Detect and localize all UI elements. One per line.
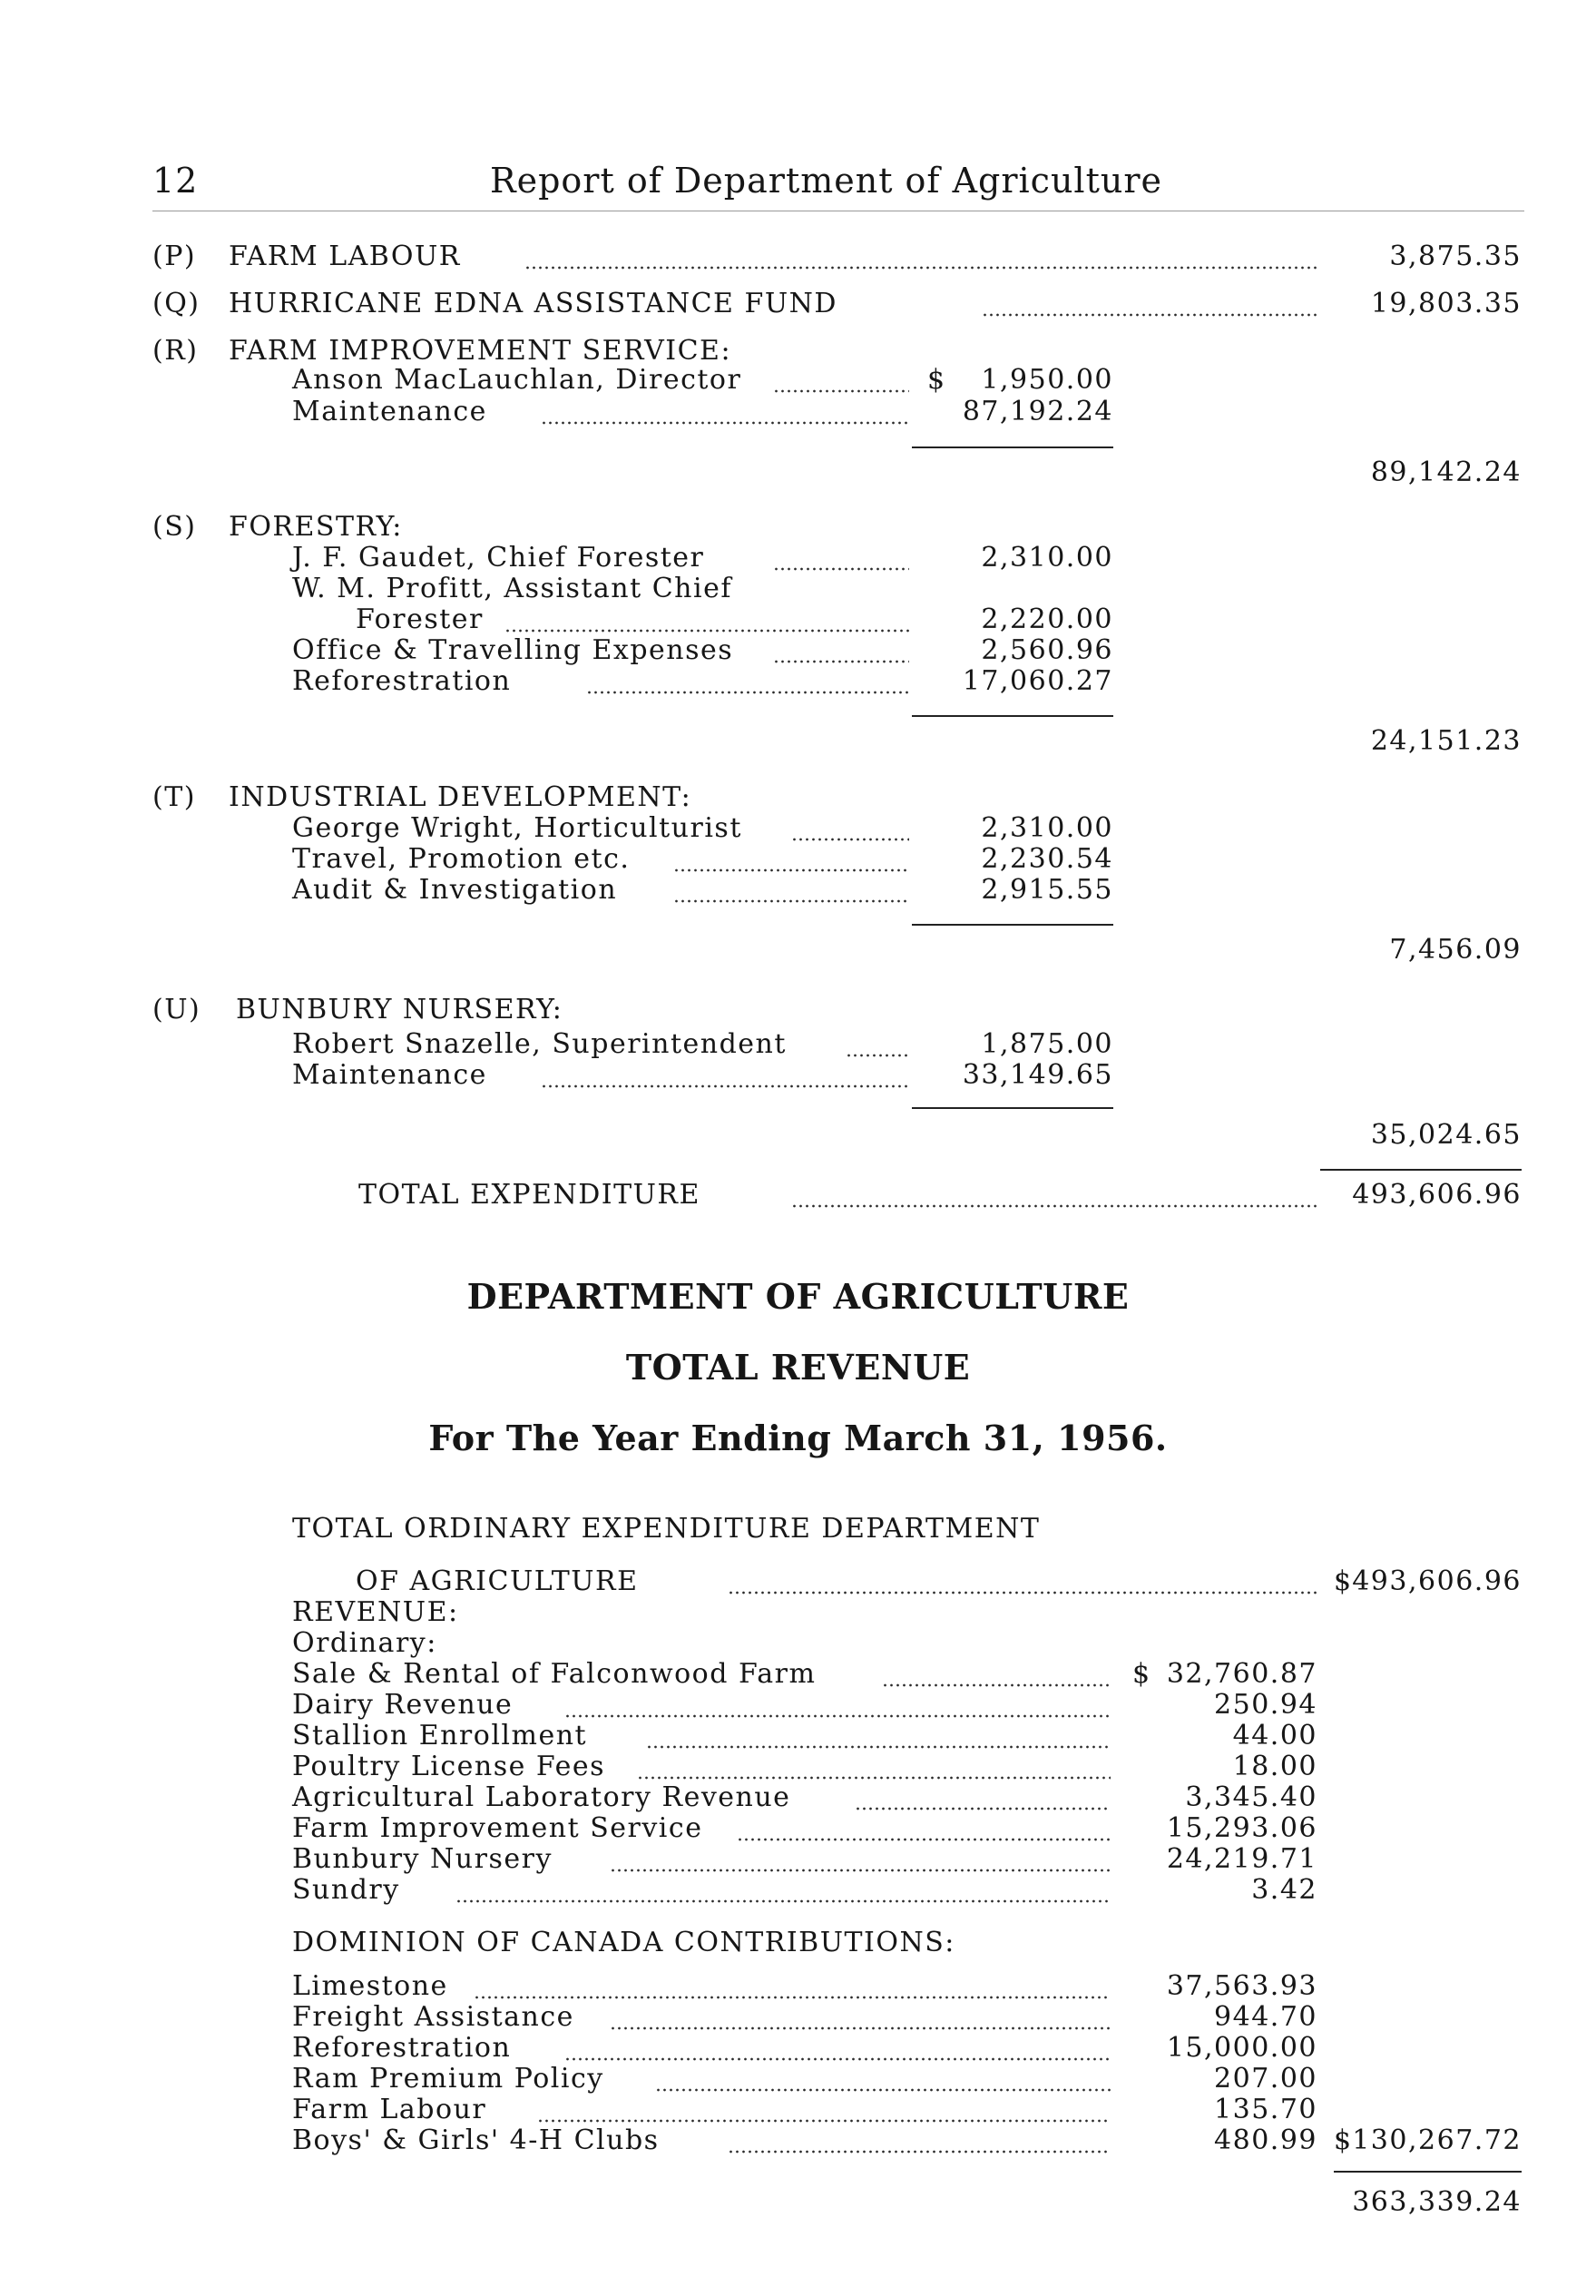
dot-leader	[541, 1084, 909, 1089]
dot-leader	[610, 2026, 1111, 2031]
dominion-item-amount: 944.70	[1214, 2001, 1317, 2033]
revenue-item-name: Farm Improvement Service	[292, 1812, 703, 1844]
dominion-item-amount: 135.70	[1214, 2094, 1317, 2125]
section-title-u: BUNBURY NURSERY:	[236, 994, 563, 1025]
revenue-item-name: Poultry License Fees	[292, 1751, 605, 1782]
section-title-p: FARM LABOUR	[229, 240, 461, 272]
line-item-amount: 2,915.55	[981, 874, 1113, 906]
page-header-title: Report of Department of Agriculture	[490, 161, 1162, 201]
dominion-item-name: Reforestration	[292, 2032, 512, 2064]
line-item-name: W. M. Profitt, Assistant Chief	[292, 573, 732, 604]
dot-leader	[882, 1683, 1111, 1688]
line-item-name: Reforestration	[292, 665, 512, 697]
line-item-amount: 2,310.00	[981, 542, 1113, 574]
ordinary-label: Ordinary:	[292, 1627, 437, 1659]
line-item-amount: 33,149.65	[962, 1059, 1113, 1091]
line-item-name-continued: Forester	[356, 603, 484, 635]
dominion-item-name: Boys' & Girls' 4-H Clubs	[292, 2124, 660, 2156]
section-label-q: (Q)	[152, 288, 201, 319]
subtotal-rule	[912, 715, 1113, 717]
section-label-t: (T)	[152, 781, 196, 813]
line-item-name: Maintenance	[292, 1059, 487, 1091]
currency-sign: $	[1334, 1565, 1353, 1597]
line-item-amount: 1,875.00	[981, 1028, 1113, 1060]
dot-leader	[728, 1590, 1319, 1595]
subtotal-rule	[912, 1107, 1113, 1109]
total-expenditure-amount: 493,606.96	[1352, 1179, 1522, 1211]
dot-leader	[586, 690, 909, 695]
ordinary-expenditure-amount: 493,606.96	[1352, 1565, 1522, 1597]
revenue-item-amount: 32,760.87	[1166, 1658, 1317, 1690]
section-total-p: 3,875.35	[1389, 240, 1522, 272]
line-item-amount: 1,950.00	[981, 364, 1113, 396]
section-label-s: (S)	[152, 511, 197, 543]
currency-sign: $	[927, 364, 946, 396]
section-title-t: INDUSTRIAL DEVELOPMENT:	[229, 781, 692, 813]
dot-leader	[646, 1744, 1111, 1750]
dot-leader	[737, 1837, 1111, 1842]
revenue-item-amount: 15,293.06	[1166, 1812, 1317, 1844]
page-number: 12	[152, 161, 199, 201]
dot-leader	[773, 566, 909, 572]
subtotal-rule	[912, 446, 1113, 448]
revenue-item-amount: 24,219.71	[1166, 1843, 1317, 1875]
dot-leader	[564, 1713, 1111, 1719]
line-item-amount: 2,220.00	[981, 603, 1113, 635]
dot-leader	[728, 2149, 1111, 2154]
dot-leader	[474, 1995, 1111, 2000]
dot-leader	[637, 1775, 1111, 1781]
dominion-item-name: Limestone	[292, 1970, 448, 2002]
section-total-r: 89,142.24	[1370, 456, 1522, 488]
section-total-u: 35,024.65	[1370, 1119, 1522, 1151]
dominion-item-name: Freight Assistance	[292, 2001, 574, 2033]
dot-leader	[855, 1806, 1111, 1811]
line-item-name: Audit & Investigation	[292, 874, 618, 906]
section-label-r: (R)	[152, 335, 199, 367]
line-item-name: Office & Travelling Expenses	[292, 634, 734, 666]
line-item-amount: 17,060.27	[962, 665, 1113, 697]
section-title-r: FARM IMPROVEMENT SERVICE:	[229, 335, 732, 367]
heading-total-revenue: TOTAL REVENUE	[625, 1347, 971, 1388]
subtotal-rule	[912, 924, 1113, 926]
revenue-item-amount: 3.42	[1251, 1874, 1317, 1906]
dot-leader	[655, 2087, 1111, 2093]
revenue-item-amount: 18.00	[1232, 1751, 1317, 1782]
line-item-name: J. F. Gaudet, Chief Forester	[292, 542, 705, 574]
ordinary-expenditure-line2: OF AGRICULTURE	[356, 1565, 639, 1597]
heading-year-ending: For The Year Ending March 31, 1956.	[428, 1418, 1168, 1458]
section-label-u: (U)	[152, 994, 201, 1025]
dot-leader	[541, 420, 909, 426]
dot-leader	[673, 898, 909, 904]
dominion-item-name: Ram Premium Policy	[292, 2063, 604, 2095]
dot-leader	[791, 837, 909, 842]
section-title-s: FORESTRY:	[229, 511, 403, 543]
dot-leader	[455, 1899, 1111, 1904]
dot-leader	[846, 1053, 909, 1058]
dot-leader	[610, 1868, 1111, 1873]
revenue-item-name: Bunbury Nursery	[292, 1843, 553, 1875]
line-item-amount: 87,192.24	[962, 396, 1113, 427]
revenue-item-name: Sale & Rental of Falconwood Farm	[292, 1658, 817, 1690]
section-total-t: 7,456.09	[1389, 934, 1522, 966]
dot-leader	[504, 628, 909, 633]
line-item-name: George Wright, Horticulturist	[292, 812, 742, 844]
line-item-amount: 2,230.54	[981, 843, 1113, 875]
section-total-s: 24,151.23	[1370, 725, 1522, 757]
dot-leader	[791, 1203, 1319, 1209]
dominion-item-amount: 480.99	[1214, 2124, 1317, 2156]
dominion-item-name: Farm Labour	[292, 2094, 487, 2125]
dot-leader	[773, 659, 909, 664]
line-item-amount: 2,310.00	[981, 812, 1113, 844]
line-item-name: Robert Snazelle, Superintendent	[292, 1028, 787, 1060]
section-label-p: (P)	[152, 240, 197, 272]
revenue-item-amount: 3,345.40	[1185, 1781, 1317, 1813]
total-rule	[1320, 1169, 1522, 1171]
currency-sign: $	[1334, 2124, 1353, 2156]
dot-leader	[537, 2118, 1111, 2124]
net-rule	[1334, 2171, 1522, 2173]
dot-leader	[673, 868, 909, 873]
ordinary-expenditure-line1: TOTAL ORDINARY EXPENDITURE DEPARTMENT	[292, 1513, 1041, 1545]
revenue-label: REVENUE:	[292, 1596, 459, 1628]
net-amount: 363,339.24	[1352, 2186, 1522, 2218]
line-item-name: Maintenance	[292, 396, 487, 427]
dot-leader	[524, 265, 1319, 270]
revenue-item-amount: 44.00	[1232, 1720, 1317, 1751]
currency-sign: $	[1132, 1658, 1151, 1690]
revenue-item-amount: 250.94	[1214, 1689, 1317, 1721]
revenue-item-name: Stallion Enrollment	[292, 1720, 588, 1751]
heading-department: DEPARTMENT OF AGRICULTURE	[466, 1276, 1130, 1317]
dot-leader	[773, 388, 909, 394]
line-item-name: Anson MacLauchlan, Director	[292, 364, 742, 396]
dot-leader	[564, 2056, 1111, 2062]
dominion-item-amount: 15,000.00	[1166, 2032, 1317, 2064]
line-item-name: Travel, Promotion etc.	[292, 843, 631, 875]
total-expenditure-label: TOTAL EXPENDITURE	[358, 1179, 700, 1211]
dominion-label: DOMINION OF CANADA CONTRIBUTIONS:	[292, 1927, 955, 1958]
line-item-amount: 2,560.96	[981, 634, 1113, 666]
dot-leader	[982, 312, 1319, 318]
revenue-item-name: Sundry	[292, 1874, 400, 1906]
revenue-item-name: Dairy Revenue	[292, 1689, 514, 1721]
section-title-q: HURRICANE EDNA ASSISTANCE FUND	[229, 288, 837, 319]
revenue-total-amount: 130,267.72	[1352, 2124, 1522, 2156]
revenue-item-name: Agricultural Laboratory Revenue	[292, 1781, 791, 1813]
dominion-item-amount: 37,563.93	[1166, 1970, 1317, 2002]
dominion-item-amount: 207.00	[1214, 2063, 1317, 2095]
section-total-q: 19,803.35	[1370, 288, 1522, 319]
